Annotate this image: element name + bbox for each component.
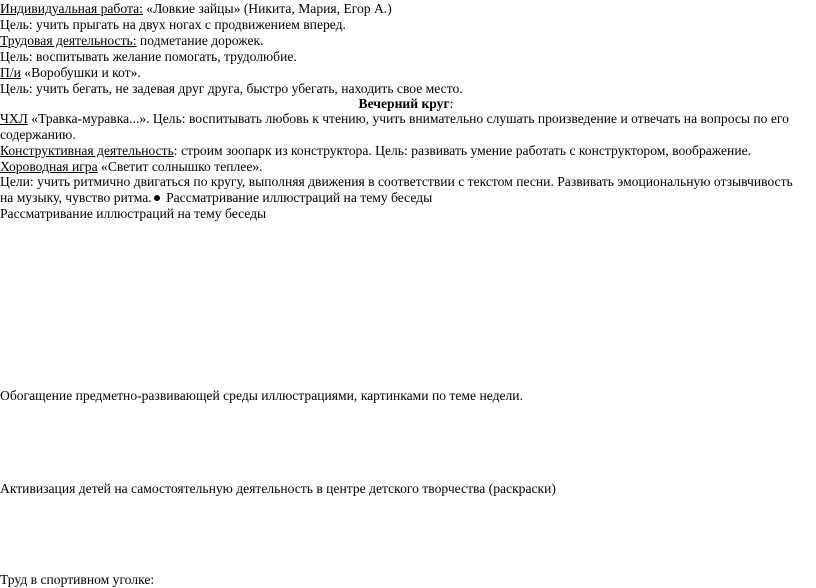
evening-circle-label: Вечерний круг <box>358 96 450 111</box>
goal-helping: Цель: воспитывать желание помогать, трудолюбие. <box>0 49 297 64</box>
individual-work-text: «Ловкие зайцы» (Никита, Мария, Егор А.) <box>142 1 392 16</box>
labor-activity-text: подметание дорожек. <box>136 33 264 48</box>
goal-jumping: Цель: учить прыгать на двух ногах с продвижением вперед. <box>0 17 346 32</box>
construction-text: : строим зоопарк из конструктора. Цель: развивать умение работать с конструктором, воображение. <box>173 143 752 158</box>
construction-line <box>0 143 751 159</box>
evening-circle-heading <box>0 96 812 112</box>
independent-activity-line: Активизация детей на самостоятельную деятельность в центре детского творчества (раскраски) <box>0 481 556 496</box>
round-dance-text: «Светит солнышко теплее». <box>97 159 263 174</box>
labor-activity-line <box>0 33 264 49</box>
individual-work-label: Индивидуальная работа: <box>0 1 143 16</box>
round-dance-label: Хороводная игра <box>0 159 98 174</box>
illustrations-inline-text: Рассматривание иллюстраций на тему беседы <box>162 190 433 205</box>
goal-running: Цель: учить бегать, не задевая друг друга, быстро убегать, находить свое место. <box>0 81 463 96</box>
environment-enrichment-line: Обогащение предметно-развивающей среды иллюстрациями, картинками по теме недели. <box>0 388 523 403</box>
sports-corner-labor-line: Труд в спортивном уголке: <box>0 572 155 587</box>
individual-work-line <box>0 1 392 17</box>
construction-label: Конструктивная деятельность <box>0 143 174 158</box>
round-dance-line <box>0 159 263 175</box>
evening-circle-colon: : <box>449 96 454 111</box>
outdoor-game-label: П/и <box>0 65 21 80</box>
outdoor-game-line <box>0 65 141 81</box>
fiction-reading-text: «Травка-муравка...». Цель: воспитывать любовь к чтению, учить внимательно слушать произведение и отвечать на вопросы по его содержанию. <box>0 111 789 142</box>
fiction-reading-label: ЧХЛ <box>0 111 28 126</box>
fiction-reading-paragraph <box>0 111 808 143</box>
round-dance-goals-text: Цели: учить ритмично двигаться по кругу, выполняя движения в соответствии с текстом песни. Развивать эмоциональную отзывчивость на музыку, чувство ритма. <box>0 174 793 205</box>
round-dance-goals-paragraph <box>0 174 808 206</box>
bullet-icon <box>154 195 160 201</box>
labor-activity-label: Трудовая деятельность: <box>0 33 137 48</box>
outdoor-game-text: «Воробушки и кот». <box>20 65 141 80</box>
illustrations-line: Рассматривание иллюстраций на тему беседы <box>0 206 267 221</box>
